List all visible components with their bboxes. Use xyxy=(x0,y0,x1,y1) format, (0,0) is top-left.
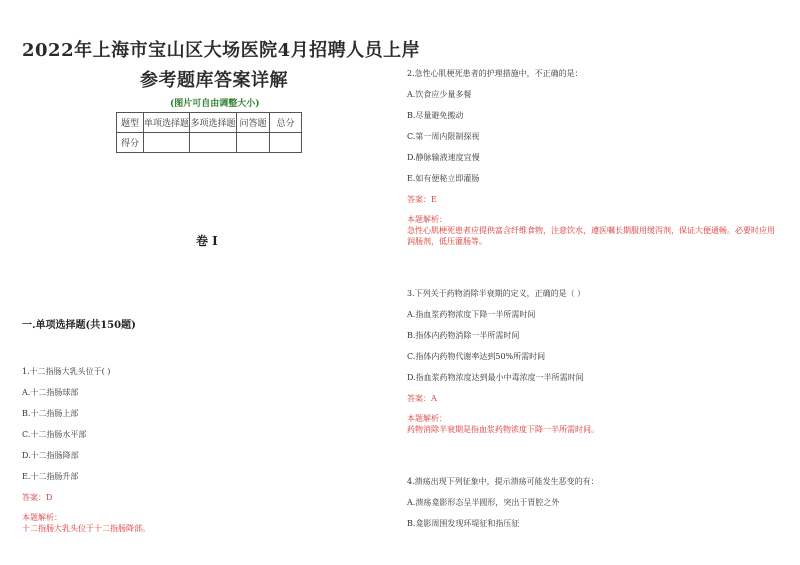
question-1: 1.十二指肠大乳头位于( ) xyxy=(22,367,111,376)
question-2: 2.急性心肌梗死患者的护理措施中，不正确的是： xyxy=(407,69,583,78)
q1-option-e: E.十二指肠升部 xyxy=(22,472,79,481)
question-3: 3.下列关于药物消除半衰期的定义，正确的是（ ） xyxy=(407,289,586,298)
q2-option-b: B.尽量避免搬动 xyxy=(407,111,464,120)
q3-option-d: D.指血浆药物浓度达到最小中毒浓度一半所需时间 xyxy=(407,373,584,382)
q1-option-c: C.十二指肠水平部 xyxy=(22,430,87,439)
q3-analysis-label: 本题解析： xyxy=(407,414,447,423)
score-cell xyxy=(237,133,270,153)
score-row-label: 得分 xyxy=(117,133,144,153)
q3-option-b: B.指体内药物消除一半所需时间 xyxy=(407,331,520,340)
score-cell xyxy=(270,133,302,153)
section-heading: 一.单项选择题(共150题) xyxy=(22,320,136,331)
question-4: 4.溃疡出现下列征象中，提示溃疡可能发生恶变的有： xyxy=(407,477,599,486)
q2-option-d: D.静脉输液速度宜慢 xyxy=(407,153,480,162)
score-header-single: 单项选择题 xyxy=(144,113,190,133)
image-resize-note: (图片可自由调整大小) xyxy=(170,99,260,109)
q2-option-a: A.饮食应少量多餐 xyxy=(407,90,472,99)
score-table xyxy=(116,112,302,153)
q3-option-a: A.指血浆药物浓度下降一半所需时间 xyxy=(407,310,536,319)
score-header-multi: 多项选择题 xyxy=(190,113,237,133)
q3-option-c: C.指体内药物代谢率达到50%所需时间 xyxy=(407,352,546,361)
q3-analysis: 药物消除半衰期是指血浆药物浓度下降一半所需时间。 xyxy=(407,425,599,434)
score-header-type: 题型 xyxy=(117,113,144,133)
doc-title-line1: 2022年上海市宝山区大场医院4月招聘人员上岸 xyxy=(22,40,421,61)
score-table-score-row xyxy=(117,133,302,153)
q3-answer: 答案：A xyxy=(407,394,437,403)
q2-analysis-line2: 润肠剂，低压灌肠等。 xyxy=(407,237,487,246)
q1-option-a: A.十二指肠球部 xyxy=(22,388,79,397)
score-cell xyxy=(144,133,190,153)
q4-option-b: B.龛影周围发现环堤征和指压征 xyxy=(407,519,520,528)
score-header-total: 总分 xyxy=(270,113,302,133)
q1-option-b: B.十二指肠上部 xyxy=(22,409,79,418)
q2-analysis-line1: 急性心肌梗死患者应提供富含纤维食物，注意饮水，遵医嘱长期服用缓泻剂，保证大便通畅。必要时应用 xyxy=(407,226,775,235)
score-table-header-row xyxy=(117,113,302,133)
volume-heading: 卷 I xyxy=(196,234,218,248)
q1-analysis-label: 本题解析： xyxy=(22,513,62,522)
q2-answer: 答案：E xyxy=(407,195,437,204)
q2-analysis-label: 本题解析： xyxy=(407,215,447,224)
q1-analysis: 十二指肠大乳头位于十二指肠降部。 xyxy=(22,524,150,533)
doc-title-line2: 参考题库答案详解 xyxy=(140,70,288,91)
score-header-qa: 问答题 xyxy=(237,113,270,133)
q1-answer: 答案：D xyxy=(22,493,53,502)
q2-option-c: C.第一周内限制探视 xyxy=(407,132,480,141)
q2-option-e: E.如有便秘立即灌肠 xyxy=(407,174,480,183)
q4-option-a: A.溃疡龛影形态呈半圆形，突出于胃腔之外 xyxy=(407,498,560,507)
score-cell xyxy=(190,133,237,153)
q1-option-d: D.十二指肠降部 xyxy=(22,451,79,460)
